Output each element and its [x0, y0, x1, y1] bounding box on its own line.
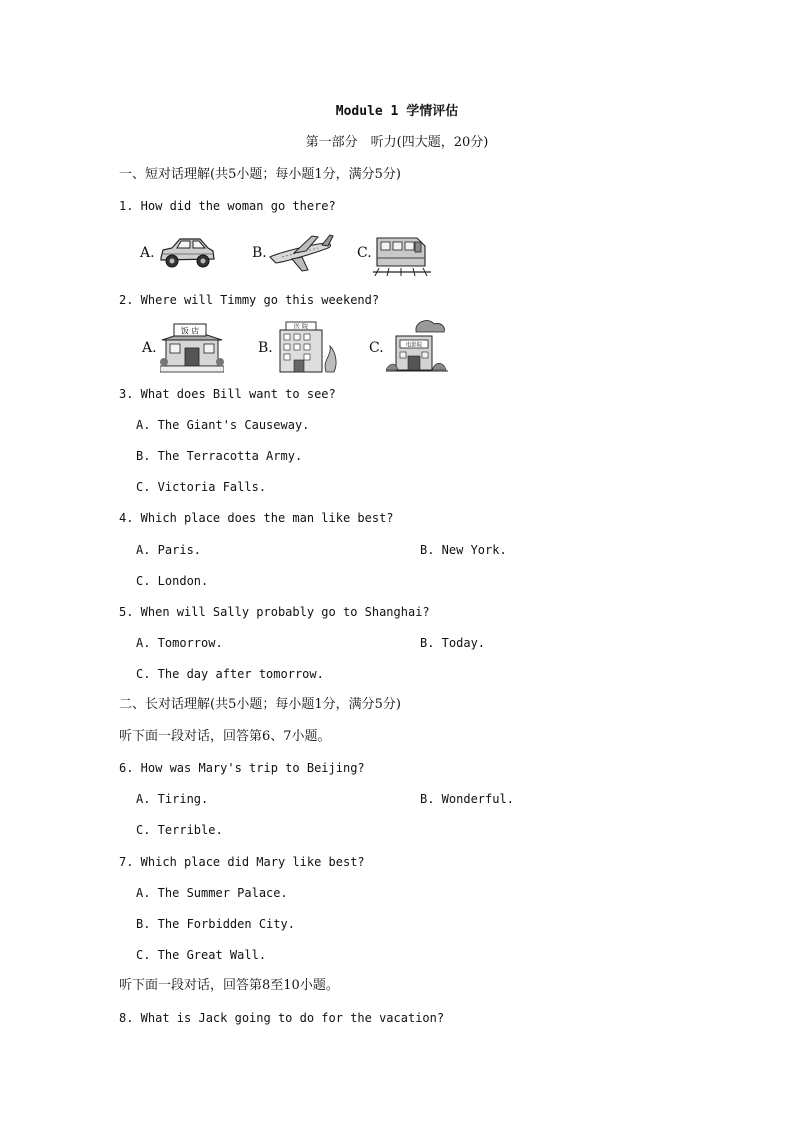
question-6: 6. How was Mary's trip to Beijing? — [119, 761, 365, 775]
q4-option-b[interactable]: B. New York. — [420, 543, 507, 557]
q3-option-a[interactable]: A. The Giant's Causeway. — [136, 418, 310, 432]
q7-option-a[interactable]: A. The Summer Palace. — [136, 886, 288, 900]
section-heading-short-dialogue: 一、短对话理解(共5小题；每小题1分，满分5分) — [119, 167, 401, 182]
q1-option-a-label: A. — [140, 245, 155, 261]
hospital-icon[interactable] — [276, 320, 340, 374]
airplane-icon[interactable] — [268, 233, 334, 273]
q2-option-b-label: B. — [258, 340, 273, 356]
q3-option-c[interactable]: C. Victoria Falls. — [136, 480, 267, 494]
question-7: 7. Which place did Mary like best? — [119, 855, 365, 869]
dialog-instruction-2: 听下面一段对话，回答第8至10小题。 — [119, 978, 339, 993]
q5-option-c[interactable]: C. The day after tomorrow. — [136, 667, 324, 681]
question-3: 3. What does Bill want to see? — [119, 387, 336, 401]
question-2: 2. Where will Timmy go this weekend? — [119, 293, 380, 307]
cinema-sign: 电影院 — [405, 342, 423, 349]
restaurant-icon[interactable] — [160, 322, 224, 374]
part-heading: 第一部分 听力(四大题，20分) — [305, 135, 489, 150]
question-1: 1. How did the woman go there? — [119, 199, 336, 213]
q7-option-b[interactable]: B. The Forbidden City. — [136, 917, 295, 931]
q6-option-a[interactable]: A. Tiring. — [136, 792, 209, 806]
question-8: 8. What is Jack going to do for the vacation? — [119, 1011, 445, 1025]
train-icon[interactable] — [373, 232, 431, 276]
hospital-sign: 医 院 — [294, 323, 308, 331]
q3-option-b[interactable]: B. The Terracotta Army. — [136, 449, 303, 463]
cinema-icon[interactable] — [386, 318, 448, 374]
q6-option-b[interactable]: B. Wonderful. — [420, 792, 514, 806]
q7-option-c[interactable]: C. The Great Wall. — [136, 948, 267, 962]
question-5: 5. When will Sally probably go to Shanghai? — [119, 605, 430, 619]
q4-option-c[interactable]: C. London. — [136, 574, 209, 588]
restaurant-sign: 饭 店 — [180, 326, 200, 336]
q1-option-b-label: B. — [252, 245, 267, 261]
page-title: Module 1 学情评估 — [335, 104, 459, 119]
q6-option-c[interactable]: C. Terrible. — [136, 823, 223, 837]
q5-option-a[interactable]: A. Tomorrow. — [136, 636, 223, 650]
car-icon[interactable] — [158, 234, 216, 270]
q2-option-a-label: A. — [142, 340, 157, 356]
q1-option-c-label: C. — [357, 245, 372, 261]
dialog-instruction-1: 听下面一段对话，回答第6、7小题。 — [119, 729, 331, 744]
question-4: 4. Which place does the man like best? — [119, 511, 394, 525]
section-heading-long-dialogue: 二、长对话理解(共5小题；每小题1分，满分5分) — [119, 697, 401, 712]
q5-option-b[interactable]: B. Today. — [420, 636, 486, 650]
q4-option-a[interactable]: A. Paris. — [136, 543, 202, 557]
q2-option-c-label: C. — [369, 340, 384, 356]
